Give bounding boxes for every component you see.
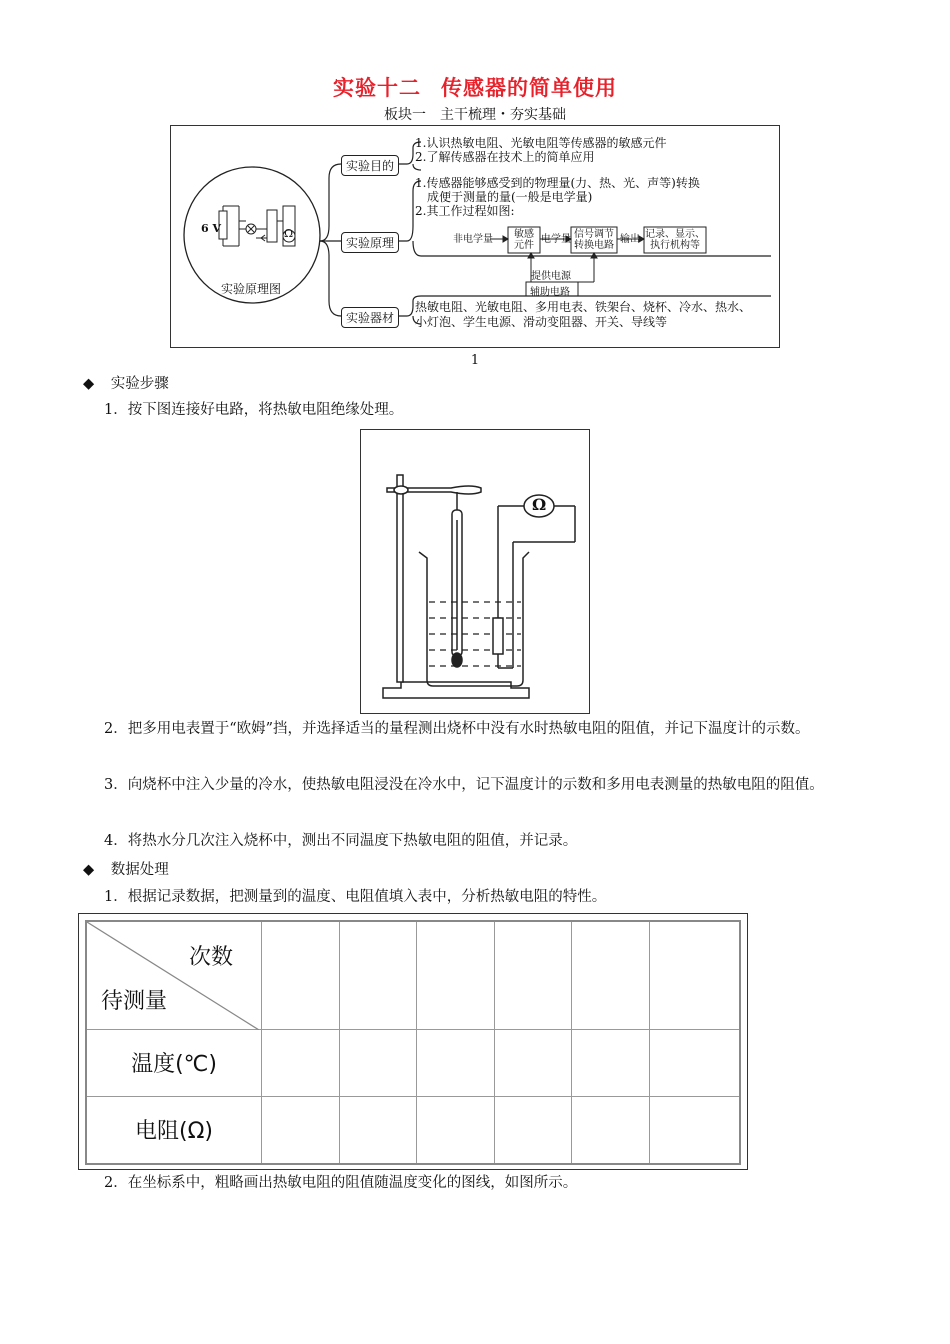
table-cell[interactable] <box>262 1029 340 1096</box>
table-row <box>86 1096 740 1164</box>
flow-mid: 电学量 <box>541 234 571 245</box>
principle-line: 2.其工作过程如图: <box>415 204 515 218</box>
equipment-label: 实验器材 <box>341 307 399 328</box>
table-cell[interactable] <box>339 921 417 1029</box>
table-row <box>86 1029 740 1096</box>
equipment-line: 小灯泡、学生电源、滑动变阻器、开关、导线等 <box>415 315 668 329</box>
corner-cell <box>86 921 262 1029</box>
flow-sensor-line: 元件 <box>514 240 534 251</box>
apparatus-figure <box>360 429 590 714</box>
ohmmeter-symbol: Ω <box>532 495 547 514</box>
flow-output: 输出 <box>620 234 640 245</box>
steps-heading-text: 实验步骤 <box>110 376 169 392</box>
corner-top-label: 次数 <box>188 945 233 970</box>
flow-sensor-line: 敏感 <box>514 229 534 240</box>
principle-line: 成便于测量的量(一般是电学量) <box>427 190 593 204</box>
diamond-bullet-icon: ◆ <box>83 376 95 392</box>
table-cell[interactable] <box>262 1096 340 1164</box>
table-cell[interactable] <box>572 921 650 1029</box>
table-cell[interactable] <box>494 1096 572 1164</box>
principle-lines <box>415 176 700 218</box>
overview-diagram <box>170 125 780 348</box>
flow-converter-line: 信号调节 <box>574 229 614 240</box>
page-title <box>0 72 950 102</box>
table-cell[interactable] <box>417 1029 495 1096</box>
corner-bottom-label: 待测量 <box>101 989 168 1014</box>
row-label-temperature: 温度(℃) <box>86 1029 262 1096</box>
data-item-1: 1．根据记录数据，把测量到的温度、电阻值填入表中，分析热敏电阻的特性。 <box>104 889 607 905</box>
flow-recorder <box>645 229 705 251</box>
apparatus-svg <box>361 430 589 713</box>
table-cell[interactable] <box>417 1096 495 1164</box>
principle-label: 实验原理 <box>341 232 399 253</box>
purpose-label: 实验目的 <box>341 155 399 176</box>
ohmmeter-symbol: Ω <box>284 227 294 240</box>
voltage-label: 6 V <box>201 222 222 235</box>
table-cell[interactable] <box>494 921 572 1029</box>
table-cell[interactable] <box>494 1029 572 1096</box>
data-item-2: 2．在坐标系中，粗略画出热敏电阻的阻值随温度变化的图线，如图所示。 <box>104 1175 578 1191</box>
table-cell[interactable] <box>417 921 495 1029</box>
table-cell[interactable] <box>572 1096 650 1164</box>
table-cell[interactable] <box>649 1096 740 1164</box>
flow-recorder-line: 执行机构等 <box>650 240 700 251</box>
data-heading <box>83 858 169 879</box>
table-cell[interactable] <box>649 921 740 1029</box>
step-4: 4．将热水分几次注入烧杯中，测出不同温度下热敏电阻的阻值，并记录。 <box>104 833 578 849</box>
flow-aux: 辅助电路 <box>530 287 570 298</box>
table-header-row <box>86 921 740 1029</box>
flow-sensor <box>510 229 538 251</box>
equipment-lines <box>415 300 751 330</box>
diamond-bullet-icon: ◆ <box>83 862 95 878</box>
flow-converter <box>572 229 616 251</box>
equipment-line: 热敏电阻、光敏电阻、多用电表、铁架台、烧杯、冷水、热水、 <box>415 300 752 314</box>
step-2: 2．把多用电表置于“欧姆”挡，并选择适当的量程测出烧杯中没有水时热敏电阻的阻值，并记下温度计的示数。 <box>104 721 810 737</box>
step-1: 1．按下图连接好电路，将热敏电阻绝缘处理。 <box>104 402 404 418</box>
page-number: 1 <box>470 353 480 368</box>
circle-caption: 实验原理图 <box>221 282 282 296</box>
title-part-2: 传感器的简单使用 <box>441 76 617 100</box>
data-table-frame <box>78 913 748 1170</box>
flow-recorder-line: 记录、显示、 <box>645 229 705 240</box>
purpose-items <box>415 136 666 164</box>
table-cell[interactable] <box>572 1029 650 1096</box>
flow-converter-line: 转换电路 <box>574 240 614 251</box>
principle-line: 1.传感器能够感受到的物理量(力、热、光、声等)转换 <box>415 176 700 190</box>
table-cell[interactable] <box>339 1096 417 1164</box>
row-label-resistance: 电阻(Ω) <box>86 1096 262 1164</box>
purpose-item: 2.了解传感器在技术上的简单应用 <box>415 150 595 164</box>
title-part-1: 实验十二 <box>333 76 421 100</box>
data-heading-text: 数据处理 <box>110 862 169 878</box>
table-cell[interactable] <box>262 921 340 1029</box>
flow-power: 提供电源 <box>531 271 571 282</box>
purpose-item: 1.认识热敏电阻、光敏电阻等传感器的敏感元件 <box>415 136 667 150</box>
table-cell[interactable] <box>339 1029 417 1096</box>
step-3: 3．向烧杯中注入少量的冷水，使热敏电阻浸没在冷水中，记下温度计的示数和多用电表测量的热敏电阻的阻值。 <box>104 777 824 793</box>
subtitle: 板块一 主干梳理・夯实基础 <box>384 107 566 123</box>
steps-heading <box>83 372 169 393</box>
data-table <box>85 920 741 1165</box>
table-cell[interactable] <box>649 1029 740 1096</box>
flow-input: 非电学量 <box>453 234 493 245</box>
